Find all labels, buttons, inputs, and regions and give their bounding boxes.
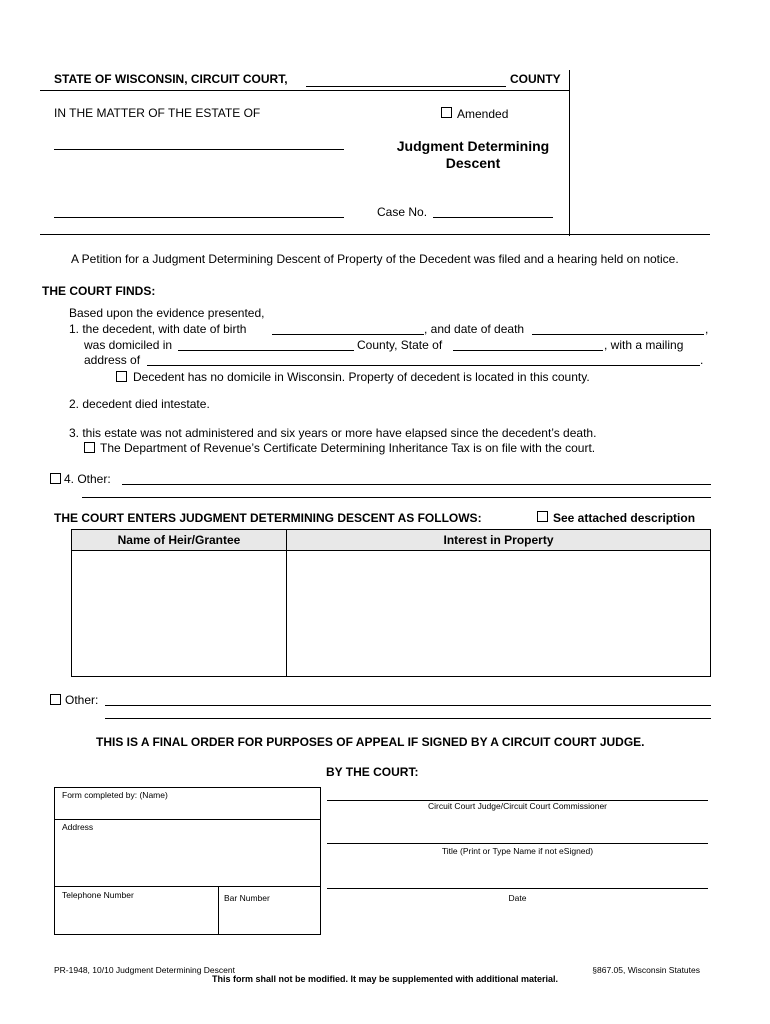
item1-comma: , [705,322,709,336]
item1-dod-label: , and date of death [424,322,525,336]
header-bottom-rule [40,234,710,235]
interest-cell[interactable] [288,552,709,675]
see-attached-checkbox[interactable] [537,511,548,522]
interest-column-header: Interest in Property [287,530,710,550]
heir-column-header: Name of Heir/Grantee [72,530,286,550]
state-court-label: STATE OF WISCONSIN, CIRCUIT COURT, [54,72,288,86]
form-title-line2: Descent [445,155,501,171]
modification-notice: This form shall not be modified. It may be supplemented with additional material. [211,974,559,984]
domiciled-label: was domiciled in [84,338,173,352]
heir-name-cell[interactable] [73,552,285,675]
completed-by-name-field[interactable] [58,801,317,817]
completed-by-phone-label: Telephone Number [62,890,134,900]
domicile-county-field[interactable] [178,350,354,351]
see-attached-label: See attached description [553,511,696,525]
title-signature-line[interactable] [327,843,708,844]
judgment-other-checkbox[interactable] [50,694,61,705]
findings-heading: THE COURT FINDS: [42,284,156,298]
intro-text: A Petition for a Judgment Determining Descent of Property of the Decedent was filed and a hearing held on notice. [71,252,679,266]
completed-by-phone-field[interactable] [58,902,214,932]
completed-by-name-label: Form completed by: (Name) [62,790,168,800]
address-period: . [700,353,704,367]
item2-text: 2. decedent died intestate. [69,397,210,411]
item4-other-label: 4. Other: [64,472,111,486]
item1-dob-label: 1. the decedent, with date of birth [69,322,247,336]
judgment-other-field[interactable] [105,705,711,706]
judgment-other-field-2[interactable] [105,718,711,719]
decedent-name-field[interactable] [54,149,344,150]
case-no-field[interactable] [433,217,553,218]
title-signature-label: Title (Print or Type Name if not eSigned) [441,846,594,856]
completed-by-rule-2 [54,886,321,887]
form-title [360,138,586,172]
completed-by-bar-field[interactable] [222,906,317,932]
table-header-rule [71,550,711,551]
completed-by-rule-1 [54,819,321,820]
address-label: address of [84,353,141,367]
judgment-other-label: Other: [65,693,99,707]
domicile-state-field[interactable] [453,350,603,351]
item4-other-field-2[interactable] [82,497,711,498]
form-title-line1: Judgment Determining [396,138,550,154]
amended-checkbox[interactable] [441,107,452,118]
judgment-heading: THE COURT ENTERS JUDGMENT DETERMINING DESCENT AS FOLLOWS: [54,511,482,525]
dor-certificate-checkbox[interactable] [84,442,95,453]
form-id: PR-1948, 10/10 Judgment Determining Descent [54,965,235,975]
completed-by-address-label: Address [62,822,94,832]
date-of-birth-field[interactable] [272,334,424,335]
county-state-label: County, State of [357,338,443,352]
date-of-death-field[interactable] [532,334,704,335]
dor-certificate-label: The Department of Revenue’s Certificate Determining Inheritance Tax is on file with the court. [100,441,596,455]
judge-signature-label: Circuit Court Judge/Circuit Court Commissioner [427,801,608,811]
no-domicile-checkbox[interactable] [116,371,127,382]
no-domicile-label: Decedent has no domicile in Wisconsin. Property of decedent is located in this county. [133,370,590,384]
estate-of-label: IN THE MATTER OF THE ESTATE OF [54,106,261,120]
completed-by-bar-label: Bar Number [224,893,270,903]
county-name-field[interactable] [306,86,506,87]
header-rule [40,90,570,91]
statute-reference: §867.05, Wisconsin Statutes [592,965,700,975]
based-upon-text: Based upon the evidence presented, [69,306,265,320]
item4-other-checkbox[interactable] [50,473,61,484]
county-label: COUNTY [510,72,561,86]
amended-label: Amended [457,107,509,121]
item4-other-field[interactable] [122,484,711,485]
case-no-label: Case No. [377,205,428,219]
by-the-court-label: BY THE COURT: [326,765,419,779]
date-signature-label: Date [508,893,527,903]
date-signature-line[interactable] [327,888,708,889]
decedent-name-field-2[interactable] [54,217,344,218]
completed-by-divider [218,886,219,935]
table-column-divider [286,529,287,677]
final-order-text: THIS IS A FINAL ORDER FOR PURPOSES OF APPEAL IF SIGNED BY A CIRCUIT COURT JUDGE. [96,735,645,749]
mailing-label: , with a mailing [604,338,684,352]
completed-by-address-field[interactable] [58,833,317,883]
mailing-address-field[interactable] [147,365,700,366]
item3-text: 3. this estate was not administered and six years or more have elapsed since the decedent’s death. [69,426,597,440]
